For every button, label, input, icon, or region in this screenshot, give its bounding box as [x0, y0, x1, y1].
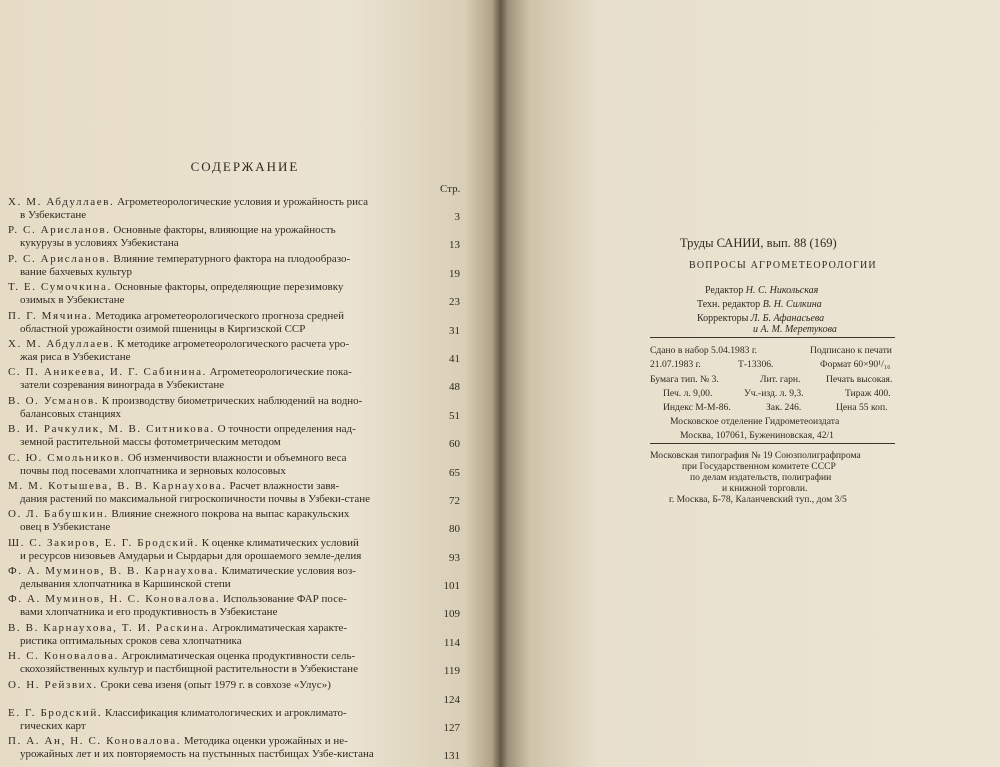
entry-title: Влияние температурного фактора на плодообразо- — [113, 252, 351, 265]
entry-author: О. Н. Рейзвих. — [8, 678, 98, 691]
entry-line-2: балансовых станциях — [20, 407, 121, 420]
entry-title: Об изменчивости влажности и объемного веса — [127, 451, 347, 464]
format: Формат 60×90¹/₁₆ — [820, 359, 891, 370]
entry-text — [8, 366, 438, 392]
contents-list — [8, 196, 468, 764]
entry-text — [8, 338, 438, 364]
entry-page-number: 31 — [449, 324, 460, 337]
entry-text — [8, 196, 438, 222]
entry-line-2: почвы под посевами хлопчатника и зерновых колосовых — [20, 464, 286, 477]
print-method: Печать высокая. — [826, 374, 893, 385]
contents-page-header: Стр. — [440, 183, 461, 195]
entry-text — [8, 593, 438, 619]
entry-line-1 — [8, 593, 438, 606]
entry-page-number: 101 — [443, 580, 460, 593]
book-gutter — [492, 0, 508, 767]
entry-title: К оценке климатических условий — [201, 536, 359, 549]
correctors-line-2: и А. М. Меретукова — [753, 324, 837, 335]
entry-page-number: 93 — [449, 551, 460, 564]
contents-entry — [8, 537, 468, 565]
contents-entry — [8, 707, 468, 735]
entry-text — [8, 224, 438, 250]
contents-entry — [8, 622, 468, 650]
entry-page-number: 65 — [449, 466, 460, 479]
entry-author: Е. Г. Бродский. — [8, 707, 103, 720]
contents-entry — [8, 338, 468, 366]
entry-line-2: кукурузы в условиях Узбекистана — [20, 237, 179, 250]
entry-title: О точности определения над- — [217, 423, 356, 436]
entry-text — [8, 310, 438, 336]
entry-author: Т. Е. Сумочкина. — [8, 281, 112, 294]
entry-title: Классификация климатологических и агроклимато- — [104, 707, 347, 720]
entry-line-2: гических карт — [20, 720, 86, 733]
tech-editor-line: Техн. редактор В. Н. Силкина — [697, 299, 822, 310]
contents-entry — [8, 224, 468, 252]
entry-line-1 — [8, 707, 438, 720]
contents-entry — [8, 423, 468, 451]
entry-author: В. И. Рачкулик, М. В. Ситникова. — [8, 423, 215, 436]
contents-entry — [8, 366, 468, 394]
entry-line-1 — [8, 508, 438, 521]
entry-text — [8, 423, 438, 449]
entry-line-2: затели созревания винограда в Узбекистане — [20, 379, 225, 392]
entry-line-1 — [8, 650, 438, 663]
entry-page-number: 23 — [449, 296, 460, 309]
entry-line-2: овец в Узбекистане — [20, 521, 111, 534]
contents-entry — [8, 281, 468, 309]
paper-type: Бумага тип. № 3. — [650, 374, 719, 385]
entry-line-1 — [8, 281, 438, 294]
entry-title: Основные факторы, определяющие перезимовку — [114, 281, 344, 294]
entry-author: С. Ю. Смольников. — [8, 451, 126, 464]
entry-line-1 — [8, 253, 438, 266]
entry-page-number: 41 — [449, 352, 460, 365]
rule-bottom — [650, 443, 895, 444]
entry-page-number: 80 — [449, 523, 460, 536]
printer-line-5: г. Москва, Б-78, Каланчевский туп., дом 3/5 — [669, 494, 847, 505]
editor-line: Редактор Н. С. Никольская — [705, 285, 819, 296]
entry-line-1 — [8, 565, 438, 578]
license-number: Т-13306. — [738, 359, 774, 370]
entry-line-1 — [8, 196, 438, 209]
entry-title: Методика агрометеорологического прогноза средней — [95, 309, 345, 322]
entry-title: Агроклиматическая оценка продуктивности сель- — [121, 650, 356, 663]
entry-line-1 — [8, 735, 438, 748]
entry-page-number: 127 — [443, 722, 460, 735]
entry-title: К методике агрометеорологического расчета уро- — [117, 337, 350, 350]
entry-page-number: 72 — [449, 494, 460, 507]
print-run: Тираж 400. — [845, 388, 891, 399]
order-number: Зак. 246. — [766, 402, 802, 413]
entry-text — [8, 508, 438, 534]
publisher-sheets: Уч.-изд. л. 9,3. — [744, 388, 804, 399]
entry-text — [8, 480, 438, 506]
entry-title: К производству биометрических наблюдений на водно- — [101, 394, 363, 407]
printed-sheets: Печ. л. 9,00. — [663, 388, 713, 399]
entry-title: Влияние снежного покрова на выпас каракульских — [111, 508, 350, 521]
entry-line-1 — [8, 224, 438, 237]
entry-page-number: 124 — [443, 693, 460, 706]
entry-page-number: 3 — [454, 211, 460, 223]
contents-entry — [8, 253, 468, 281]
entry-line-2: дания растений по максимальной гигроскопичности почвы в Узбеки-стане — [20, 492, 370, 505]
entry-line-2: жая риса в Узбекистане — [20, 350, 131, 363]
contents-entry — [8, 735, 468, 763]
entry-text — [8, 565, 438, 591]
price: Цена 55 коп. — [836, 402, 888, 413]
entry-page-number: 60 — [449, 438, 460, 451]
issue-title: ВОПРОСЫ АГРОМЕТЕОРОЛОГИИ — [689, 260, 877, 271]
entry-line-2: озимых в Узбекистане — [20, 294, 125, 307]
entry-line-1 — [8, 679, 438, 692]
entry-line-1 — [8, 366, 438, 379]
printer-line-3: по делам издательств, полиграфии — [690, 472, 832, 483]
entry-text — [8, 735, 438, 761]
entry-line-2: вание бахчевых культур — [20, 265, 132, 278]
contents-entry — [8, 508, 468, 536]
entry-line-1 — [8, 310, 438, 323]
typeface: Лит. гарн. — [760, 374, 801, 385]
entry-text — [8, 650, 438, 676]
entry-line-2: делывания хлопчатника в Каршинской степи — [20, 578, 231, 591]
entry-text — [8, 679, 438, 692]
entry-author: М. М. Котышева, В. В. Карнаухова. — [8, 479, 227, 492]
entry-title: Агрометеорологические условия и урожайность риса — [117, 196, 368, 208]
entry-title: Основные факторы, влияющие на урожайность — [113, 224, 336, 237]
contents-entry — [8, 196, 468, 224]
entry-line-2: областной урожайности озимой пшеницы в Киргизской ССР — [20, 322, 306, 335]
entry-page-number: 119 — [443, 665, 460, 678]
contents-title: СОДЕРЖАНИЕ — [190, 159, 300, 174]
entry-text — [8, 253, 438, 279]
entry-author: В. В. Карнаухова, Т. И. Раскина. — [8, 621, 210, 634]
entry-author: С. П. Аникеева, И. Г. Сабинина. — [8, 366, 207, 379]
entry-title: Климатические условия воз- — [221, 565, 356, 578]
entry-text — [8, 452, 438, 478]
printer-line-4: и книжной торговли. — [722, 483, 808, 494]
contents-entry — [8, 310, 468, 338]
entry-text — [8, 537, 438, 563]
right-page — [500, 0, 1000, 767]
entry-page-number: 114 — [443, 636, 460, 649]
entry-author: Ф. А. Муминов, Н. С. Коновалова. — [8, 593, 221, 606]
entry-page-number: 51 — [449, 409, 460, 422]
contents-entry — [8, 593, 468, 621]
entry-author: В. О. Усманов. — [8, 394, 100, 407]
entry-page-number: 13 — [449, 239, 460, 252]
entry-text — [8, 622, 438, 648]
typeset-date: Сдано в набор 5.04.1983 г. — [650, 345, 758, 356]
entry-title: Расчет влажности завя- — [229, 479, 340, 492]
entry-line-2: и ресурсов низовьев Амударьи и Сырдарьи для орошаемого земле-делия — [20, 549, 362, 562]
contents-entry — [8, 565, 468, 593]
entry-line-2: скохозяйственных культур и пастбищной растительности в Узбекистане — [20, 663, 358, 676]
entry-line-1 — [8, 452, 438, 465]
rule-top — [650, 337, 895, 338]
entry-title: Методика оценки урожайных и не- — [183, 735, 348, 748]
series-title: Труды САНИИ, вып. 88 (169) — [680, 236, 837, 250]
entry-text — [8, 707, 438, 733]
contents-entry — [8, 480, 468, 508]
entry-page-number: 109 — [443, 608, 460, 621]
entry-author: Х. М. Абдуллаев. — [8, 337, 115, 350]
entry-line-1 — [8, 537, 438, 550]
entry-title: Сроки сева изеня (опыт 1979 г. в совхозе «Улус») — [100, 678, 331, 691]
entry-author: Ш. С. Закиров, Е. Г. Бродский. — [8, 536, 199, 549]
entry-text — [8, 395, 438, 421]
entry-title: Использование ФАР посе- — [223, 593, 347, 606]
entry-page-number: 131 — [443, 750, 460, 763]
contents-entry — [8, 650, 468, 678]
entry-line-1 — [8, 423, 438, 436]
entry-author: П. А. Ан, Н. С. Коновалова. — [8, 735, 182, 748]
entry-line-2: вами хлопчатника и его продуктивность в Узбекистане — [20, 606, 278, 619]
contents-entry — [8, 679, 468, 707]
printer-line-2: при Государственном комитете СССР — [682, 461, 836, 472]
entry-line-1 — [8, 622, 438, 635]
entry-line-2: ристика оптимальных сроков сева хлопчатника — [20, 634, 242, 647]
entry-author: Х. М. Абдуллаев. — [8, 196, 115, 208]
contents-entry — [8, 395, 468, 423]
contents-entry — [8, 452, 468, 480]
signed-label: Подписано к печати — [810, 345, 892, 356]
entry-line-1 — [8, 338, 438, 351]
entry-author: Р. С. Арисланов. — [8, 224, 111, 237]
entry-line-1 — [8, 480, 438, 493]
entry-author: П. Г. Мячина. — [8, 309, 93, 322]
index-code: Индекс М-М-86. — [663, 402, 731, 413]
entry-line-2: в Узбекистане — [20, 209, 87, 221]
entry-author: Ф. А. Муминов, В. В. Карнаухова. — [8, 565, 219, 578]
entry-line-2: земной растительной массы фотометрическим методом — [20, 436, 281, 449]
entry-page-number: 19 — [449, 267, 460, 280]
entry-line-2: урожайных лет и их повторяемость на пустынных пастбищах Узбе-кистана — [20, 748, 374, 761]
printer-line-1: Московская типография № 19 Союзполиграфпрома — [650, 450, 861, 461]
entry-author: Н. С. Коновалова. — [8, 650, 119, 663]
entry-author: О. Л. Бабушкин. — [8, 508, 109, 521]
entry-text — [8, 281, 438, 307]
entry-line-1 — [8, 395, 438, 408]
entry-page-number: 48 — [449, 381, 460, 394]
entry-title: Агрометеорологические пока- — [209, 366, 352, 379]
entry-author: Р. С. Арисланов. — [8, 252, 111, 265]
signed-date: 21.07.1983 г. — [650, 359, 701, 370]
publisher-name: Московское отделение Гидрометеоиздата — [670, 416, 840, 427]
entry-title: Агроклиматическая характе- — [212, 621, 348, 634]
publisher-address: Москва, 107061, Бужениновская, 42/1 — [680, 430, 834, 441]
correctors-line: Корректоры Л. Б. Афанасьева — [697, 313, 825, 324]
